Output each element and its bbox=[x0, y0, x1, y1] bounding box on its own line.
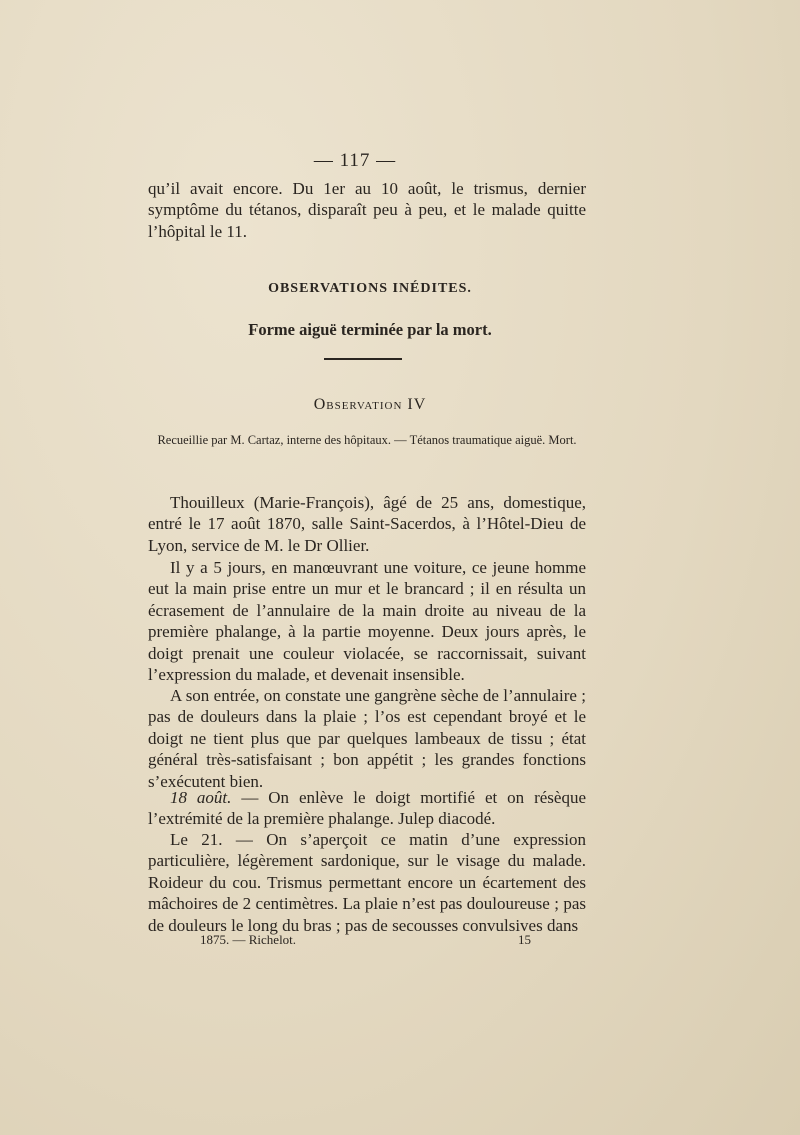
body-paragraph-5: Le 21. — On s’aperçoit ce matin d’une expression particulière, légèrement sardonique, sur le visage du malade. Roideur du cou. Trismus permettant encore un écartement des mâchoires de 2 centimètres. La plaie n’est pas douloureuse ; pas de douleurs le long du bras ; pas de secousses convulsives dans bbox=[148, 830, 586, 935]
subsection-heading: Forme aiguë terminée par la mort. bbox=[248, 320, 492, 339]
body-paragraph-3: A son entrée, on constate une gangrène sèche de l’annulaire ; pas de douleurs dans la plaie ; l’os est cependant broyé et le doigt ne tient plus que par quelques lambeaux de tissu ; état général très-satisfaisant ; bon appétit ; les grandes fonctions s’exécutent bien. bbox=[148, 686, 586, 791]
observation-label: Observation bbox=[313, 396, 403, 413]
body-paragraph-4-text: — On enlève le doigt mortifié et on résèque l’extrémité de la première phalange. Julep diacodé. bbox=[148, 788, 586, 829]
body-paragraph-4 bbox=[148, 787, 586, 830]
page-number: — 117 — bbox=[313, 150, 397, 171]
date-label: 18 août. bbox=[170, 788, 232, 807]
observation-number: IV bbox=[407, 396, 427, 413]
observation-caption: Recueillie par M. Cartaz, interne des hôpitaux. — Tétanos traumatique aiguë. Mort. bbox=[157, 433, 577, 447]
section-heading: OBSERVATIONS INÉDITES. bbox=[268, 281, 472, 296]
footer-signature: 1875. — Richelot. bbox=[200, 932, 297, 947]
body-paragraph-2: Il y a 5 jours, en manœuvrant une voiture, ce jeune homme eut la main prise entre un mur et le brancard ; il en résulta un écrasement de l’annulaire de la main droite au niveau de la première phalange, à la partie moyenne. Deux jours après, le doigt prenait une couleur violacée, se raccornissait, suivant l’expression du malade, et devenait insensible. bbox=[148, 558, 586, 685]
observation-title bbox=[140, 396, 600, 414]
footer-sheet-number: 15 bbox=[518, 932, 531, 947]
divider-rule bbox=[324, 358, 402, 360]
intro-paragraph: qu’il avait encore. Du 1er au 10 août, le trismus, dernier symptôme du tétanos, disparaît peu à peu, et le malade quitte l’hôpital le 11. bbox=[148, 179, 586, 241]
body-paragraph-1: Thouilleux (Marie-François), âgé de 25 ans, domestique, entré le 17 août 1870, salle Saint-Sacerdos, à l’Hôtel-Dieu de Lyon, service de M. le Dr Ollier. bbox=[148, 493, 586, 555]
